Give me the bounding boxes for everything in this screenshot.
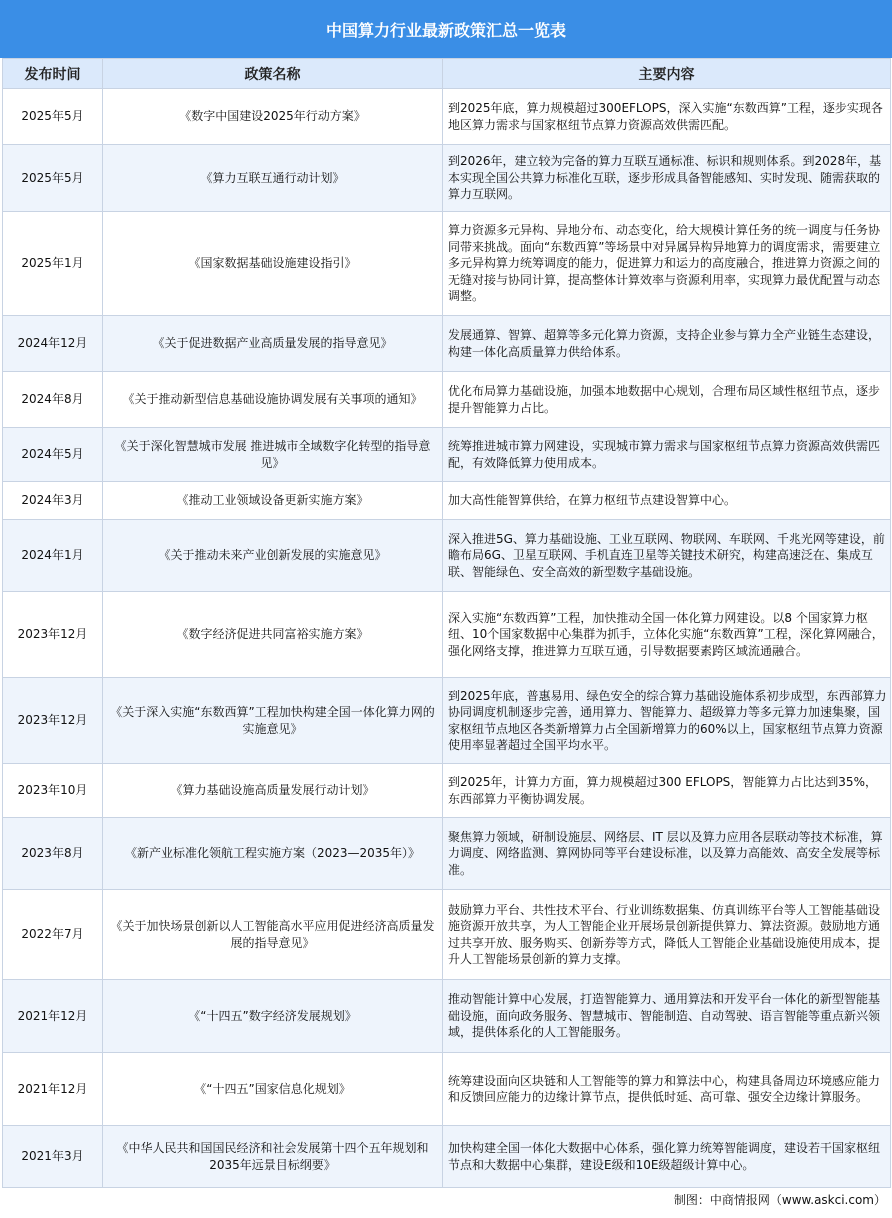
cell-date: 2025年1月: [3, 212, 103, 316]
cell-policy-name: 《关于促进数据产业高质量发展的指导意见》: [103, 316, 443, 372]
cell-policy-name: 《国家数据基础设施建设指引》: [103, 212, 443, 316]
source-credit: 制图：中商情报网（www.askci.com）: [673, 1193, 886, 1207]
cell-policy-name: 《算力互联互通行动计划》: [103, 145, 443, 212]
column-header-name: 政策名称: [103, 59, 443, 89]
cell-date: 2023年8月: [3, 818, 103, 890]
cell-content: 统筹推进城市算力网建设，实现城市算力需求与国家枢纽节点算力资源高效供需匹配，有效降低算力使用成本。: [443, 428, 891, 482]
cell-content: 聚焦算力领域，研制设施层、网络层、IT 层以及算力应用各层联动等技术标准，算力调度、网络监测、算网协同等平台建设标准，以及算力高能效、高安全发展等标准。: [443, 818, 891, 890]
cell-date: 2025年5月: [3, 145, 103, 212]
cell-date: 2022年7月: [3, 890, 103, 980]
cell-policy-name: 《“十四五”数字经济发展规划》: [103, 980, 443, 1053]
cell-date: 2024年12月: [3, 316, 103, 372]
table-row: [3, 678, 891, 764]
cell-policy-name: 《“十四五”国家信息化规划》: [103, 1053, 443, 1126]
cell-policy-name: 《算力基础设施高质量发展行动计划》: [103, 764, 443, 818]
table-row: [3, 89, 891, 145]
cell-content: 算力资源多元异构、异地分布、动态变化，给大规模计算任务的统一调度与任务协同带来挑战。面向“东数西算”等场景中对异属异构异地算力的调度需求，需要建立多元异构算力统筹调度的能力，促进算力和运力的高度融合，推进算力资源之间的无缝对接与协同计算，提高整体计算效率与资源利用率，实现算力最优配置与动态调整。: [443, 212, 891, 316]
cell-date: 2025年5月: [3, 89, 103, 145]
table-row: [3, 1053, 891, 1126]
table-row: [3, 372, 891, 428]
column-header-content: 主要内容: [443, 59, 891, 89]
cell-content: 加快构建全国一体化大数据中心体系，强化算力统筹智能调度，建设若干国家枢纽节点和大数据中心集群，建设E级和10E级超级计算中心。: [443, 1126, 891, 1188]
policy-table: [2, 58, 891, 1188]
cell-date: 2024年5月: [3, 428, 103, 482]
cell-date: 2023年10月: [3, 764, 103, 818]
column-header-date: 发布时间: [3, 59, 103, 89]
cell-date: 2021年12月: [3, 980, 103, 1053]
table-row: [3, 1126, 891, 1188]
cell-policy-name: 《关于推动未来产业创新发展的实施意见》: [103, 520, 443, 592]
cell-content: 深入实施“东数西算”工程，加快推动全国一体化算力网建设。以8 个国家算力枢纽、10个国家数据中心集群为抓手，立体化实施“东数西算”工程，深化算网融合，强化网络支撑，推进算力互联互通，引导数据要素跨区域流通融合。: [443, 592, 891, 678]
cell-content: 加大高性能智算供给，在算力枢纽节点建设智算中心。: [443, 482, 891, 520]
cell-content: 发展通算、智算、超算等多元化算力资源，支持企业参与算力全产业链生态建设，构建一体化高质量算力供给体系。: [443, 316, 891, 372]
cell-content: 到2025年底，普惠易用、绿色安全的综合算力基础设施体系初步成型，东西部算力协同调度机制逐步完善，通用算力、智能算力、超级算力等多元算力加速集聚，国家枢纽节点地区各类新增算力占全国新增算力的60%以上，国家枢纽节点算力资源使用率显著超过全国平均水平。: [443, 678, 891, 764]
cell-policy-name: 《关于深化智慧城市发展 推进城市全域数字化转型的指导意见》: [103, 428, 443, 482]
cell-content: 到2026年，建立较为完备的算力互联互通标准、标识和规则体系。到2028年，基本实现全国公共算力标准化互联，逐步形成具备智能感知、实时发现、随需获取的算力互联网。: [443, 145, 891, 212]
cell-policy-name: 《关于推动新型信息基础设施协调发展有关事项的通知》: [103, 372, 443, 428]
cell-date: 2021年3月: [3, 1126, 103, 1188]
cell-policy-name: 《新产业标准化领航工程实施方案（2023—2035年）》: [103, 818, 443, 890]
cell-policy-name: 《数字中国建设2025年行动方案》: [103, 89, 443, 145]
table-row: [3, 520, 891, 592]
table-row: [3, 980, 891, 1053]
cell-date: 2021年12月: [3, 1053, 103, 1126]
cell-content: 鼓励算力平台、共性技术平台、行业训练数据集、仿真训练平台等人工智能基础设施资源开放共享，为人工智能企业开展场景创新提供算力、算法资源。鼓励地方通过共享开放、服务购买、创新券等方式，降低人工智能企业基础设施使用成本，提升人工智能场景创新的算力支撑。: [443, 890, 891, 980]
cell-content: 到2025年底，算力规模超过300EFLOPS，深入实施“东数西算”工程，逐步实现各地区算力需求与国家枢纽节点算力资源高效供需匹配。: [443, 89, 891, 145]
table-row: [3, 818, 891, 890]
cell-content: 到2025年，计算力方面，算力规模超过300 EFLOPS，智能算力占比达到35%，东西部算力平衡协调发展。: [443, 764, 891, 818]
cell-date: 2024年1月: [3, 520, 103, 592]
cell-policy-name: 《关于加快场景创新以人工智能高水平应用促进经济高质量发展的指导意见》: [103, 890, 443, 980]
cell-content: 推动智能计算中心发展，打造智能算力、通用算法和开发平台一体化的新型智能基础设施，面向政务服务、智慧城市、智能制造、自动驾驶、语言智能等重点新兴领域，提供体系化的人工智能服务。: [443, 980, 891, 1053]
table-row: [3, 428, 891, 482]
table-row: [3, 212, 891, 316]
table-row: [3, 890, 891, 980]
cell-policy-name: 《中华人民共和国国民经济和社会发展第十四个五年规划和2035年远景目标纲要》: [103, 1126, 443, 1188]
cell-content: 深入推进5G、算力基础设施、工业互联网、物联网、车联网、千兆光网等建设，前瞻布局6G、卫星互联网、手机直连卫星等关键技术研究，构建高速泛在、集成互联、智能绿色、安全高效的新型数字基础设施。: [443, 520, 891, 592]
cell-date: 2023年12月: [3, 678, 103, 764]
cell-policy-name: 《数字经济促进共同富裕实施方案》: [103, 592, 443, 678]
header-row: [3, 59, 891, 89]
cell-content: 统筹建设面向区块链和人工智能等的算力和算法中心，构建具备周边环境感应能力和反馈回应能力的边缘计算节点，提供低时延、高可靠、强安全边缘计算服务。: [443, 1053, 891, 1126]
table-row: [3, 482, 891, 520]
cell-policy-name: 《推动工业领域设备更新实施方案》: [103, 482, 443, 520]
cell-content: 优化布局算力基础设施，加强本地数据中心规划，合理布局区域性枢纽节点，逐步提升智能算力占比。: [443, 372, 891, 428]
table-row: [3, 592, 891, 678]
table-row: [3, 145, 891, 212]
cell-date: 2023年12月: [3, 592, 103, 678]
table-row: [3, 316, 891, 372]
table-row: [3, 764, 891, 818]
cell-date: 2024年3月: [3, 482, 103, 520]
cell-date: 2024年8月: [3, 372, 103, 428]
cell-policy-name: 《关于深入实施“东数西算”工程加快构建全国一体化算力网的实施意见》: [103, 678, 443, 764]
table-title: 中国算力行业最新政策汇总一览表: [0, 0, 892, 58]
